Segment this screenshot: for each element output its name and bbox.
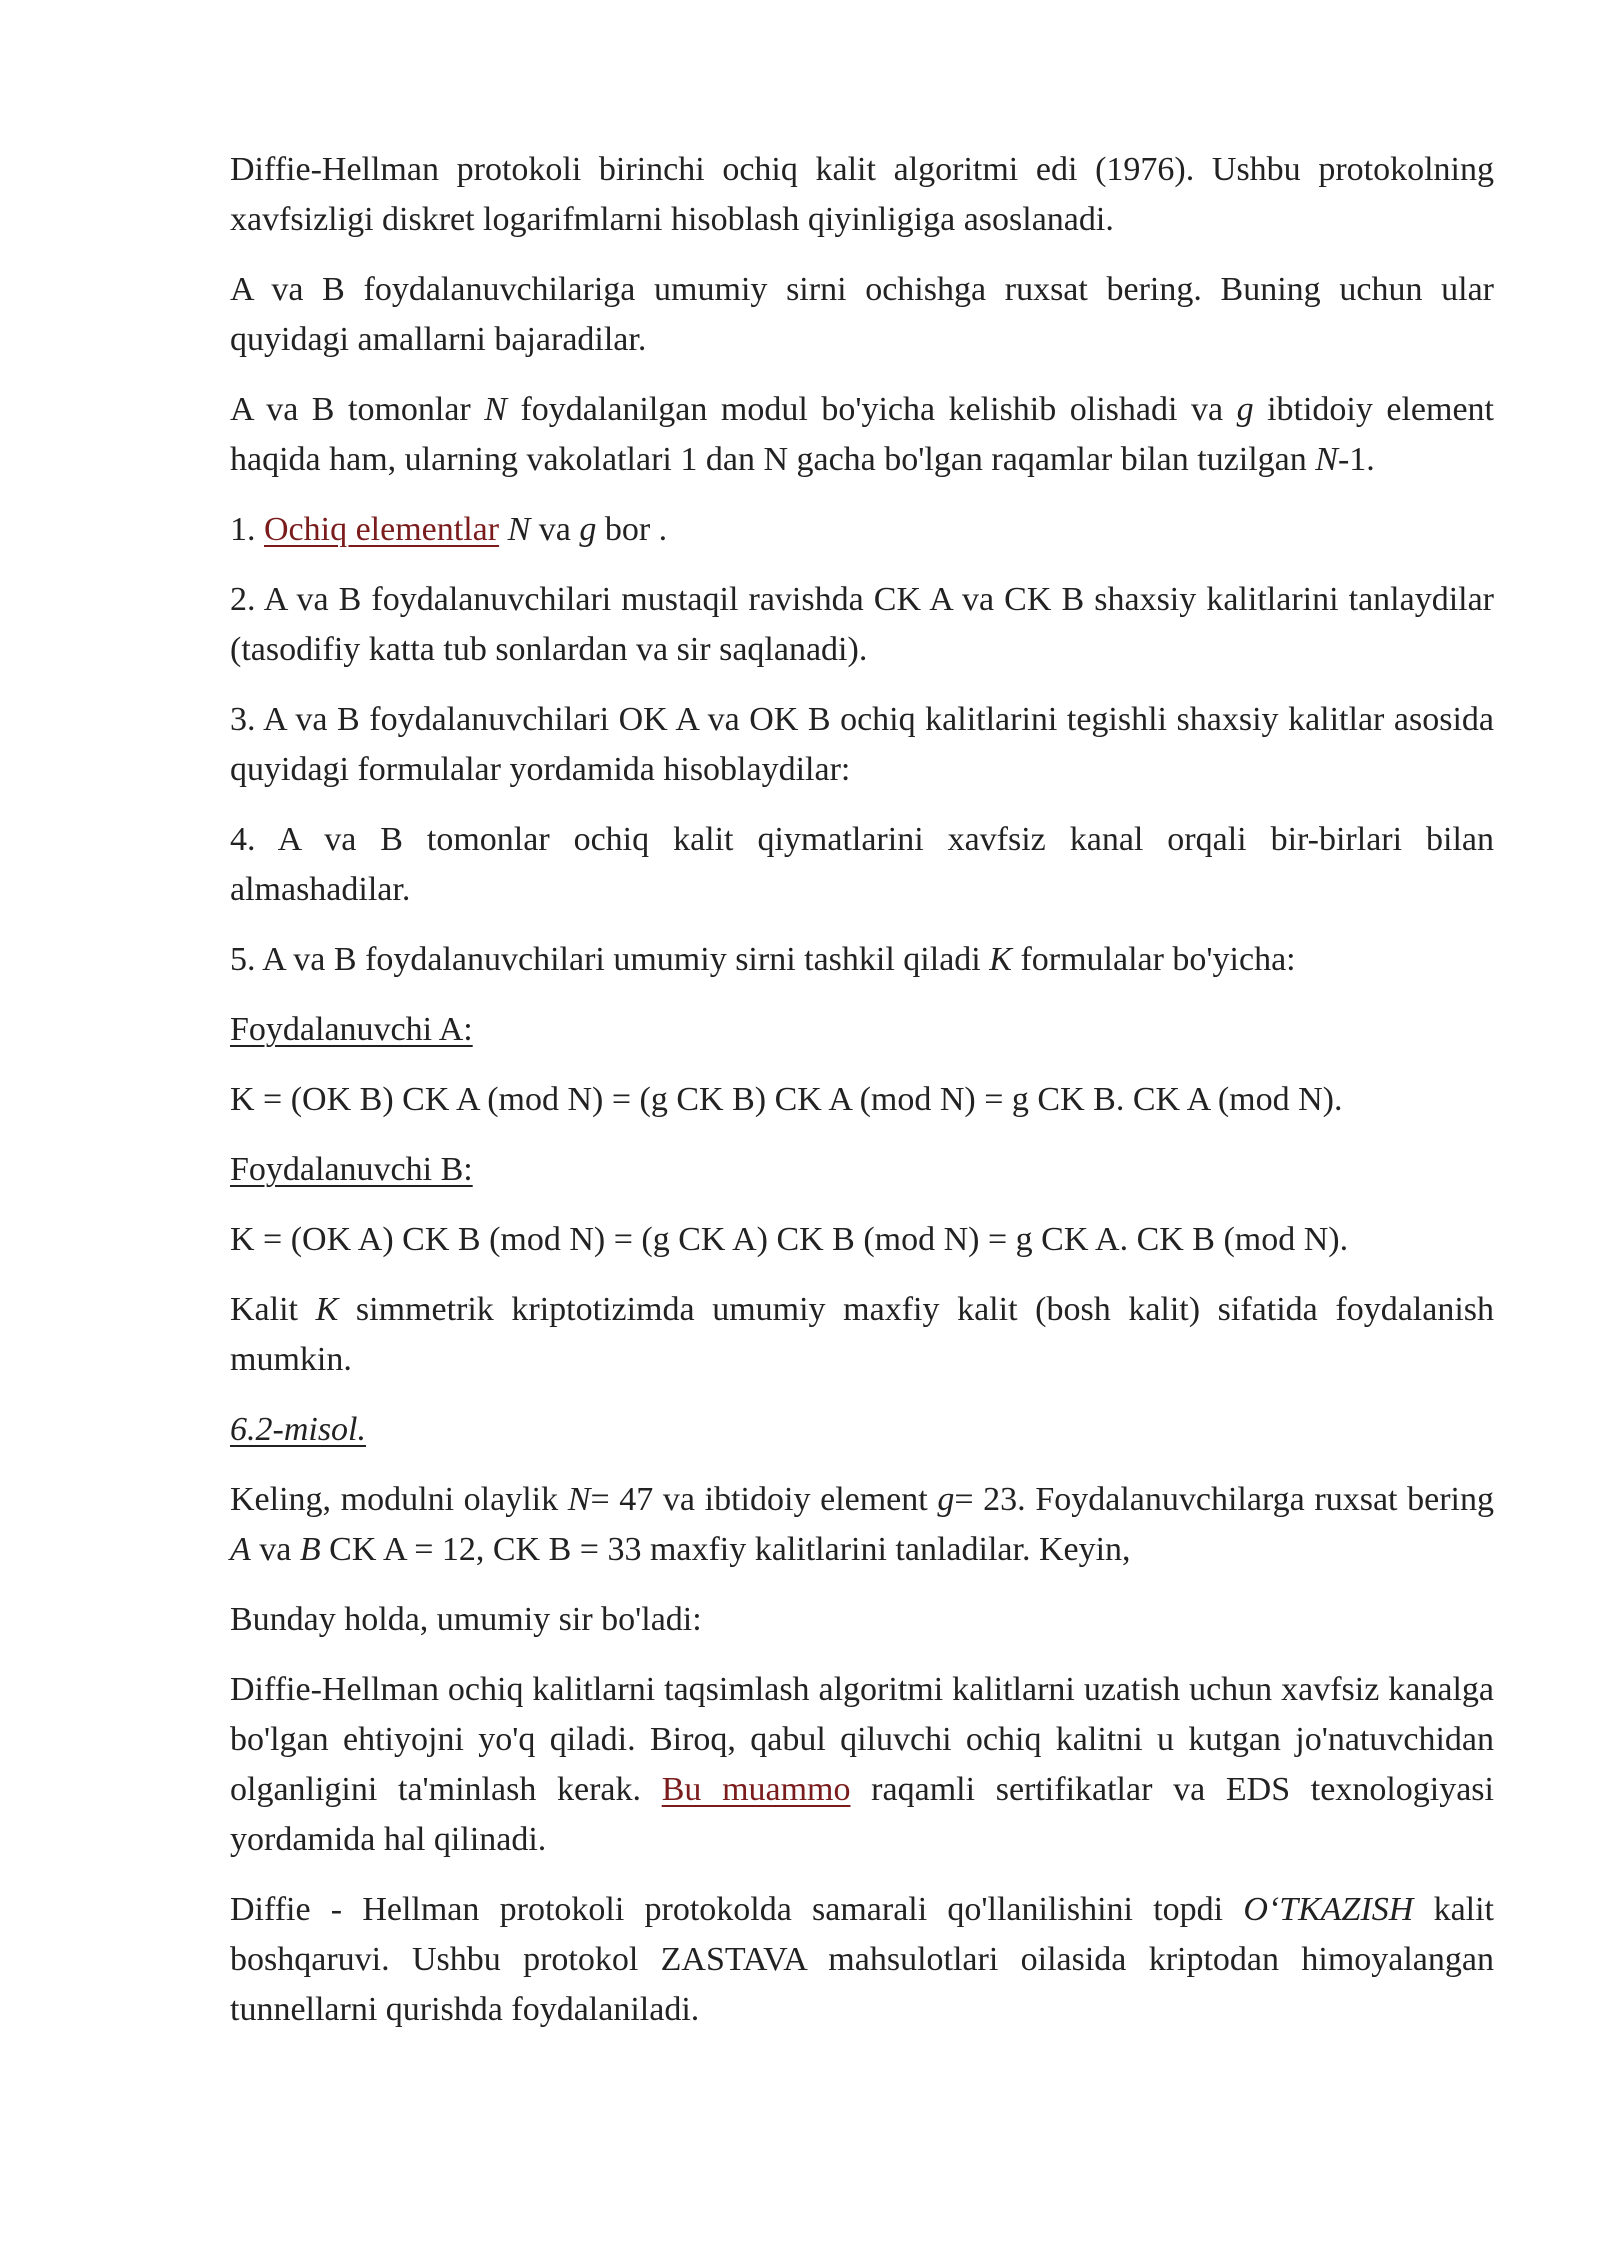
- text-run: simmetrik kriptotizimda umumiy maxfiy kalit (bosh kalit) sifatida foydalanish mumkin.: [230, 1291, 1495, 1378]
- text-run: ibtidoiy element haqida ham, ularning vakolatlari 1 dan N gacha bo'lgan raqamlar bilan tuzilgan: [230, 391, 1494, 478]
- formula-a: K = (OK B) CK A (mod N) = (g CK B) CK A (mod N) = g CK B. CK A (mod N).: [230, 1081, 1343, 1118]
- text-run: bor .: [596, 511, 668, 548]
- text-run: 5. A va B foydalanuvchilari umumiy sirni tashkil qiladi: [230, 941, 990, 978]
- paragraph-protocol-usage: [230, 1885, 1494, 2035]
- text-run: Kalit: [230, 1291, 316, 1328]
- text-run: = 47 va ibtidoiy element: [590, 1481, 938, 1518]
- var-k: K: [989, 941, 1012, 978]
- list-item-3: 3. A va B foydalanuvchilari OK A va OK B ochiq kalitlarini tegishli shaxsiy kalitlar asosida quyidagi formulalar yordamida hisoblaydilar:: [230, 701, 1494, 788]
- text-run: = 23. Foydalanuvchilarga ruxsat bering: [954, 1481, 1494, 1518]
- text-run: raqamli sertifikatlar va EDS texnologiyasi yordamida hal qilinadi.: [230, 1771, 1494, 1858]
- formula-b: K = (OK A) CK B (mod N) = (g CK A) CK B (mod N) = g CK A. CK B (mod N).: [230, 1221, 1349, 1258]
- user-a-heading: Foydalanuvchi A:: [230, 1011, 473, 1048]
- list-item-2: 2. A va B foydalanuvchilari mustaqil ravishda CK A va CK B shaxsiy kalitlarini tanlaydilar (tasodifiy katta tub sonlardan va sir saqlanadi).: [230, 581, 1494, 668]
- text-run: Diffie-Hellman ochiq kalitlarni taqsimlash algoritmi kalitlarni uzatish uchun xavfsiz kanalga bo'lgan ehtiyojni yo'q qiladi. Biroq, qabul qiluvchi ochiq kalitni u kutgan jo'natuvchidan olganligini ta'minlash kerak.: [230, 1671, 1494, 1808]
- text-run: va: [530, 511, 580, 548]
- paragraph-users: A va B foydalanuvchilariga umumiy sirni ochishga ruxsat bering. Buning uchun ular quyidagi amallarni bajaradilar.: [230, 271, 1494, 358]
- var-k: K: [315, 1291, 339, 1328]
- example-heading: 6.2-misol.: [230, 1411, 366, 1448]
- link-problem[interactable]: Bu muammo: [661, 1771, 851, 1808]
- var-a: A: [230, 1531, 251, 1568]
- paragraph-key: [230, 1285, 1494, 1385]
- text-run: CK A = 12, CK B = 33 maxfiy kalitlarini tanladilar. Keyin,: [320, 1531, 1131, 1568]
- paragraph-example: [230, 1475, 1494, 1575]
- paragraph-shared-secret: Bunday holda, umumiy sir bo'ladi:: [230, 1601, 702, 1638]
- example-title: [230, 1405, 1494, 1455]
- var-g: g: [579, 511, 597, 548]
- document-page: [230, 145, 1494, 2055]
- term-otkazish: O‘TKAZISH: [1243, 1891, 1414, 1928]
- text-run: formulalar bo'yicha:: [1011, 941, 1296, 978]
- var-g: g: [1236, 391, 1254, 428]
- var-n: N: [507, 511, 531, 548]
- list-item-4: 4. A va B tomonlar ochiq kalit qiymatlarini xavfsiz kanal orqali bir-birlari bilan almashadilar.: [230, 821, 1494, 908]
- text-run: -1.: [1337, 441, 1375, 478]
- text-run: Keling, modulni olaylik: [230, 1481, 568, 1518]
- paragraph-dh-algorithm: [230, 1665, 1494, 1865]
- text-run: foydalanilgan modul bo'yicha kelishib olishadi va: [506, 391, 1237, 428]
- text-run: va: [250, 1531, 300, 1568]
- user-b-label: [230, 1145, 1494, 1195]
- var-b: B: [299, 1531, 321, 1568]
- paragraph-intro: Diffie-Hellman protokoli birinchi ochiq kalit algoritmi edi (1976). Ushbu protokolning xavfsizligi diskret logarifmlarni hisoblash qiyinligiga asoslanadi.: [230, 151, 1494, 238]
- list-item-5: [230, 935, 1494, 985]
- list-item-1: [230, 505, 1494, 555]
- var-g: g: [937, 1481, 955, 1518]
- list-number: 1.: [230, 511, 264, 548]
- link-open-elements[interactable]: Ochiq elementlar: [264, 511, 500, 548]
- var-n: N: [567, 1481, 591, 1518]
- user-a-label: [230, 1005, 1494, 1055]
- var-n: N: [484, 391, 507, 428]
- text-run: kalit boshqaruvi. Ushbu protokol ZASTAVA mahsulotlari oilasida kriptodan himoyalangan tunnellarni qurishda foydalaniladi.: [230, 1891, 1494, 2028]
- paragraph-parties: [230, 385, 1494, 485]
- text-run: A va B tomonlar: [230, 391, 485, 428]
- text-run: Diffie - Hellman protokoli protokolda samarali qo'llanilishini topdi: [230, 1891, 1244, 1928]
- var-n: N: [1315, 441, 1338, 478]
- user-b-heading: Foydalanuvchi B:: [230, 1151, 473, 1188]
